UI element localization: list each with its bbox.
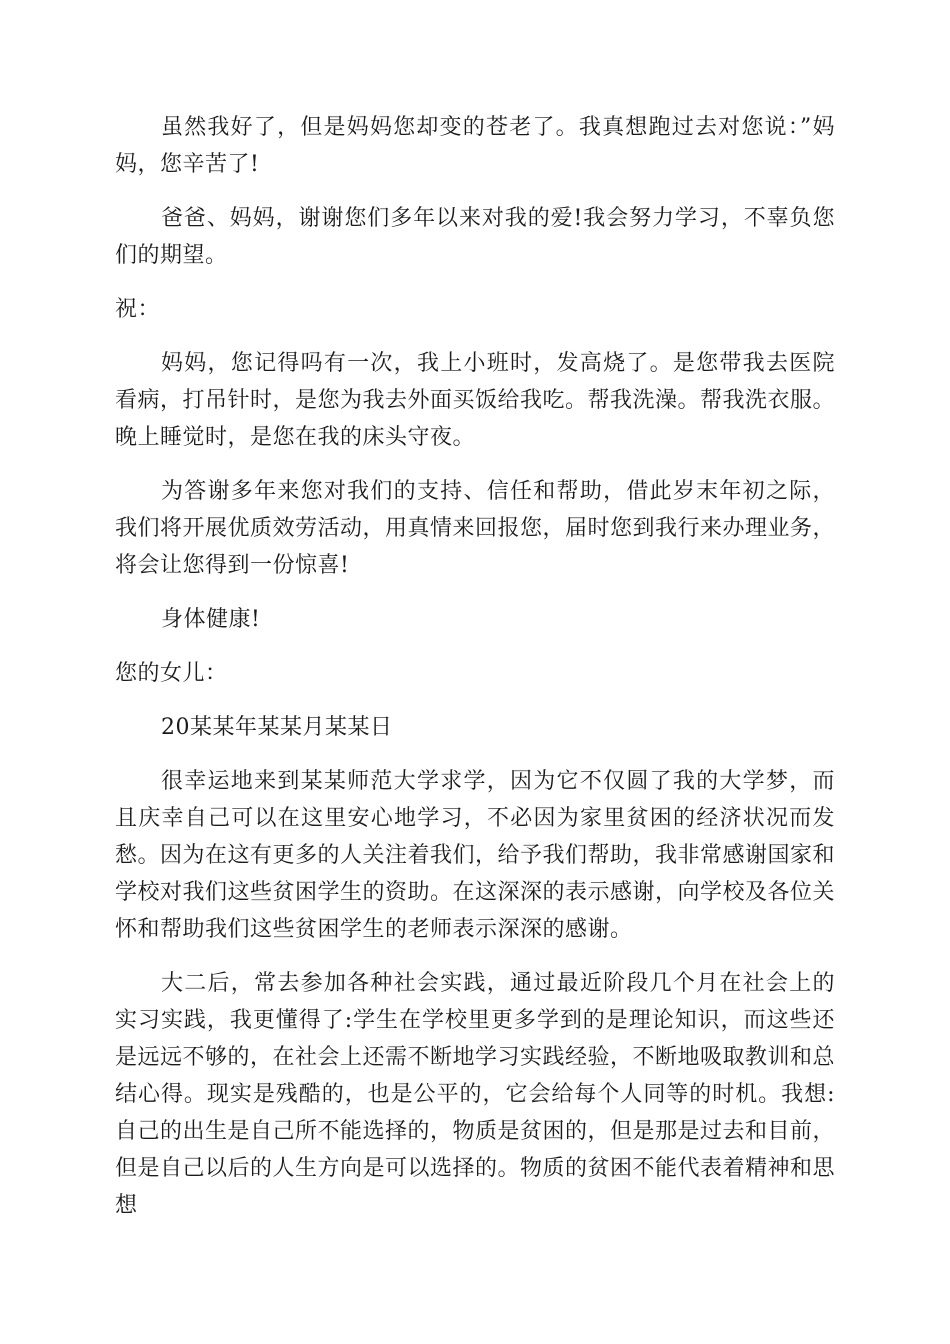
paragraph: 为答谢多年来您对我们的支持、信任和帮助，借此岁末年初之际，我们将开展优质效劳活动，用真情来回报您，届时您到我行来办理业务，将会让您得到一份惊喜! <box>115 479 836 578</box>
salutation-line: 祝： <box>115 297 161 322</box>
paragraph: 虽然我好了，但是妈妈您却变的苍老了。我真想跑过去对您说：”妈妈，您辛苦了! <box>115 115 835 177</box>
paragraph: 妈妈，您记得吗有一次，我上小班时，发高烧了。是您带我去医院看病，打吊针时，是您为我去外面买饭给我吃。帮我洗澡。帮我洗衣服。晚上睡觉时，是您在我的床头守夜。 <box>115 351 836 450</box>
date-line: 20某某年某某月某某日 <box>161 715 393 740</box>
paragraph: 爸爸、妈妈，谢谢您们多年以来对我的爱!我会努力学习，不辜负您们的期望。 <box>115 206 835 268</box>
paragraph: 很幸运地来到某某师范大学求学，因为它不仅圆了我的大学梦，而且庆幸自己可以在这里安心地学习，不必因为家里贫困的经济状况而发愁。因为在这有更多的人关注着我们，给予我们帮助，我非常感谢国家和学校对我们这些贫困学生的资助。在这深深的表示感谢，向学校及各位关怀和帮助我们这些贫困学生的老师表示深深的感谢。 <box>115 769 836 942</box>
closing-wish: 身体健康! <box>161 607 261 632</box>
document-body <box>115 109 835 1241</box>
paragraph: 大二后，常去参加各种社会实践，通过最近阶段几个月在社会上的实习实践，我更懂得了:学生在学校里更多学到的是理论知识，而这些还是远远不够的，在社会上还需不断地学习实践经验，不断地吸取教训和总结心得。现实是残酷的，也是公平的，它会给每个人同等的时机。我想:自己的出生是自己所不能选择的，物质是贫困的，但是那是过去和目前，但是自己以后的人生方向是可以选择的。物质的贫困不能代表着精神和思想 <box>115 971 836 1218</box>
signature-line: 您的女儿： <box>115 661 228 686</box>
